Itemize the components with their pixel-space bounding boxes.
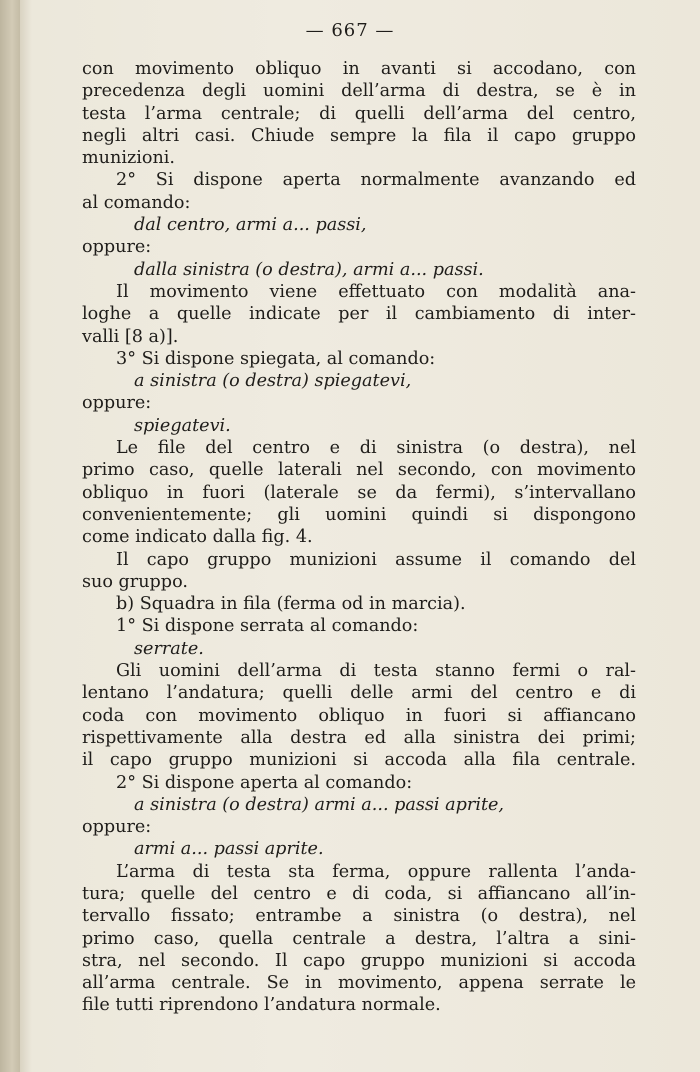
text-line: dal centro, armi a... passi, — [134, 215, 367, 236]
text-line: 1° Si dispone serrata al comando: — [116, 616, 419, 637]
text-line: loghe a quelle indicate per il cambiamento di inter- — [82, 304, 636, 325]
text-line: a sinistra (o destra) spiegatevi, — [134, 371, 412, 392]
text-line: precedenza degli uomini dell’arma di destra, se è in — [82, 81, 636, 102]
book-gutter — [0, 0, 20, 1072]
text-line: come indicato dalla fig. 4. — [82, 527, 313, 548]
text-line: lentano l’andatura; quelli delle armi del centro e di — [82, 683, 636, 704]
text-line: all’arma centrale. Se in movimento, appena serrate le — [82, 973, 636, 994]
text-line: serrate. — [134, 638, 204, 659]
text-line: negli altri casi. Chiude sempre la fila il capo gruppo — [82, 125, 636, 146]
text-line: 2° Si dispone aperta normalmente avanzando ed — [116, 170, 636, 191]
text-line: dalla sinistra (o destra), armi a... passi. — [134, 259, 484, 280]
text-line: Gli uomini dell’arma di testa stanno fermi o ral- — [116, 661, 636, 682]
text-line: 3° Si dispone spiegata, al comando: — [116, 348, 436, 369]
text-line: stra, nel secondo. Il capo gruppo munizioni si accoda — [82, 950, 636, 971]
text-line: tura; quelle del centro e di coda, si affiancano all’in- — [82, 883, 636, 904]
text-line: oppure: — [82, 393, 152, 414]
text-line: convenientemente; gli uomini quindi si dispongono — [82, 504, 636, 525]
text-line: rispettivamente alla destra ed alla sinistra dei primi; — [82, 727, 636, 748]
text-line: Il capo gruppo munizioni assume il comando del — [116, 549, 636, 570]
text-line: coda con movimento obliquo in fuori si affiancano — [82, 705, 636, 726]
page-number: — 667 — — [305, 20, 395, 41]
text-line: oppure: — [82, 817, 152, 838]
text-line: a sinistra (o destra) armi a... passi aprite, — [134, 794, 505, 815]
text-line: suo gruppo. — [82, 571, 188, 592]
text-line: il capo gruppo munizioni si accoda alla fila centrale. — [82, 750, 636, 771]
text-line: primo caso, quelle laterali nel secondo, con movimento — [82, 460, 636, 481]
text-line: munizioni. — [82, 148, 176, 169]
text-line: testa l’arma centrale; di quelli dell’arma del centro, — [82, 103, 636, 124]
text-line: oppure: — [82, 237, 152, 258]
text-line: b) Squadra in fila (ferma od in marcia). — [116, 594, 466, 615]
text-line: Le file del centro e di sinistra (o destra), nel — [116, 438, 636, 459]
text-line: file tutti riprendono l’andatura normale. — [82, 995, 441, 1016]
text-line: al comando: — [82, 192, 191, 213]
text-line: tervallo fissato; entrambe a sinistra (o destra), nel — [82, 906, 636, 927]
text-line: 2° Si dispone aperta al comando: — [116, 772, 413, 793]
text-line: con movimento obliquo in avanti si accodano, con — [82, 59, 636, 79]
text-line: primo caso, quella centrale a destra, l’altra a sini- — [82, 928, 636, 949]
text-line: armi a... passi aprite. — [134, 839, 324, 860]
text-line: spiegatevi. — [134, 415, 231, 436]
text-line: obliquo in fuori (laterale se da fermi), s’intervallano — [82, 482, 636, 503]
text-line: L’arma di testa sta ferma, oppure rallenta l’anda- — [116, 861, 636, 882]
text-line: Il movimento viene effettuato con modalità ana- — [116, 281, 636, 302]
text-line: valli [8 a)]. — [82, 326, 179, 347]
page-body — [82, 58, 636, 1017]
